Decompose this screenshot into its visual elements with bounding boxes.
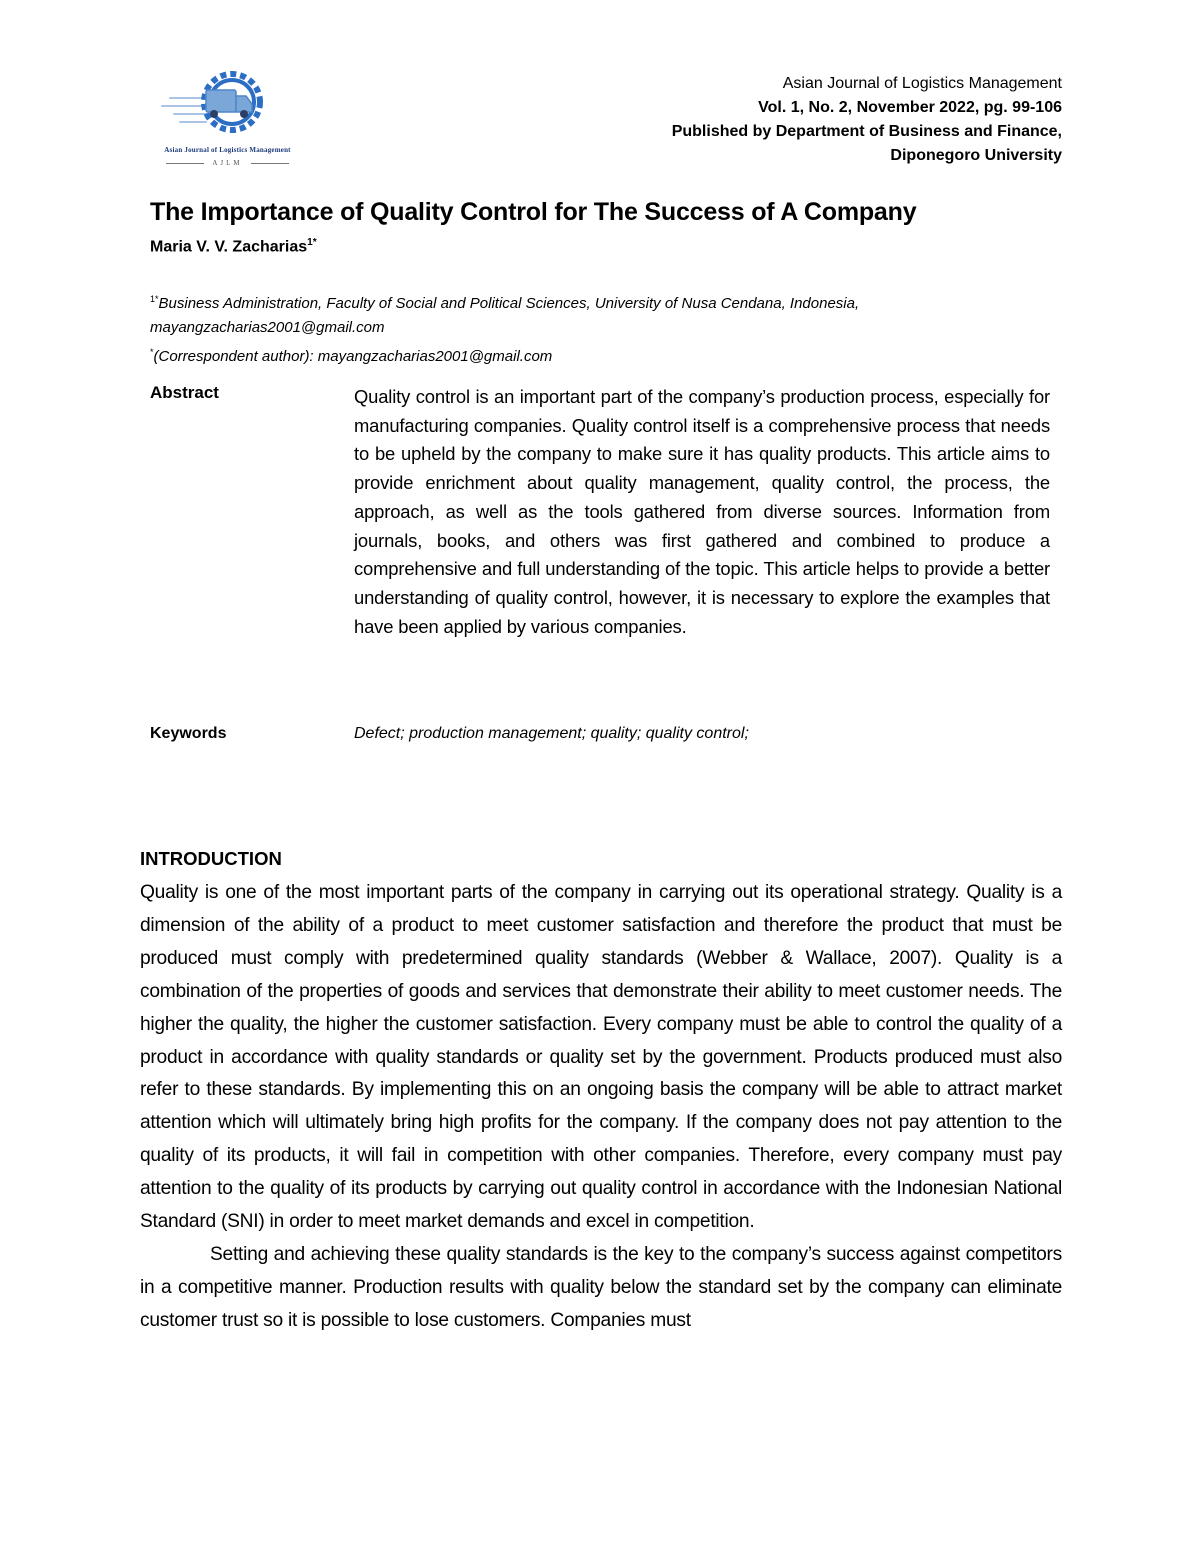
logo-journal-name: Asian Journal of Logistics Management — [164, 146, 291, 154]
correspondent-line — [150, 340, 859, 369]
journal-issue: Vol. 1, No. 2, November 2022, pg. 99-106 — [758, 99, 1062, 116]
affiliation-superscript: 1* — [150, 294, 159, 304]
abstract-label: Abstract — [150, 383, 219, 402]
correspondent-text: (Correspondent author): mayangzacharias2001@gmail.com — [153, 348, 553, 365]
introduction-body — [140, 877, 1062, 1338]
journal-publisher: Published by Department of Business and Finance, — [671, 123, 1062, 140]
keywords-label: Keywords — [150, 725, 227, 742]
journal-name: Asian Journal of Logistics Management — [782, 75, 1062, 92]
journal-logo — [140, 62, 315, 182]
logo-abbreviation: AJLM — [140, 159, 315, 167]
author-name: Maria V. V. Zacharias — [150, 238, 308, 256]
journal-university: Diponegoro University — [890, 147, 1062, 164]
introduction-paragraph: Quality is one of the most important parts of the company in carrying out its operational strategy. Quality is a dimension of the ability of a product to meet customer satisfaction and therefore the product that must be produced must comply with predetermined quality standards (Webber & Wallace, 2007). Quality is a combination of the properties of goods and services that demonstrate their ability to meet customer needs. The higher the quality, the higher the customer satisfaction. Every company must be able to control the quality of a product in accordance with quality standards or quality set by the government. Products produced must also refer to these standards. By implementing this on an ongoing basis the company will be able to attract market attention which will ultimately bring high profits for the company. If the company does not pay attention to the quality of its products, it will fail in competition with other companies. Therefore, every company must pay attention to the quality of its products by carrying out quality control in accordance with the Indonesian National Standard (SNI) in order to meet market demands and excel in competition. — [140, 882, 1062, 1233]
introduction-heading: INTRODUCTION — [140, 848, 282, 869]
affiliation-email[interactable]: mayangzacharias2001@gmail.com — [150, 319, 385, 336]
author-superscript: 1* — [307, 237, 317, 248]
correspondent-superscript: * — [150, 347, 154, 357]
affiliation-text: Business Administration, Faculty of Social and Political Sciences, University of Nusa Cendana, Indonesia, — [158, 295, 860, 312]
affiliation-line — [150, 287, 859, 316]
journal-header — [672, 72, 1062, 168]
keywords-text: Defect; production management; quality; quality control; — [354, 725, 749, 742]
paper-title: The Importance of Quality Control for The Success of A Company — [150, 198, 917, 226]
paper-author — [150, 237, 317, 256]
affiliation-block — [150, 287, 859, 369]
abstract-text: Quality control is an important part of the company’s production process, especially for manufacturing companies. Quality control itself is a comprehensive process that needs to be upheld by the company to make sure it has quality products. This article aims to provide enrichment about quality management, quality control, the process, the approach, as well as the tools gathered from diverse sources. Information from journals, books, and others was first gathered and combined to produce a comprehensive and full understanding of the topic. This article helps to provide a better understanding of quality control, however, it is necessary to explore the examples that have been applied by various companies. — [354, 386, 1050, 637]
introduction-paragraph: Setting and achieving these quality standards is the key to the company’s success against competitors in a competitive manner. Production results with quality below the standard set by the company can eliminate customer trust so it is possible to lose customers. Companies must — [140, 1243, 1062, 1331]
